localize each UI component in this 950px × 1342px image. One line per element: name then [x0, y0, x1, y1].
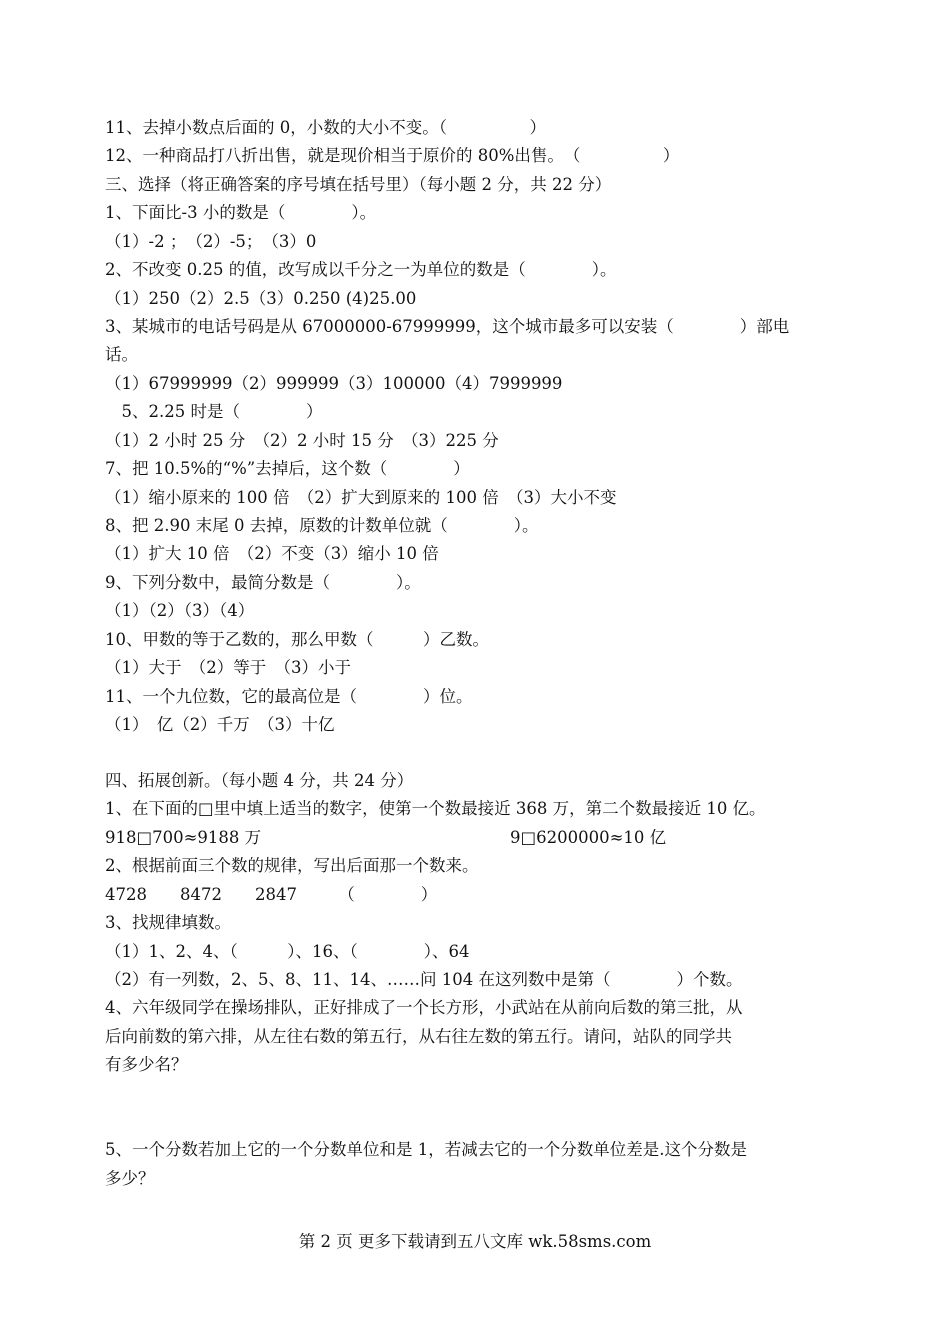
choice-question-11: 11、一个九位数，它的最高位是（ ）位。 [105, 687, 473, 706]
extend-q3-part-1: （1）1、2、4、（ ）、16、（ ）、64 [105, 942, 470, 961]
extend-question-5: 5、一个分数若加上它的一个分数单位和是 1，若减去它的一个分数单位差是.这个分数是 [105, 1140, 747, 1159]
extend-q3-part-2: （2）有一列数，2、5、8、11、14、……问 104 在这列数中是第（ ）个数。 [105, 970, 743, 989]
choice-question-5: 5、2.25 时是（ ） [105, 402, 323, 421]
extend-question-5-end: 多少？ [105, 1169, 155, 1188]
extend-question-4: 4、六年级同学在操场排队，正好排成了一个长方形，小武站在从前向后数的第三批，从 [105, 998, 743, 1017]
choice-question-1: 1、下面比-3 小的数是（ ）。 [105, 203, 377, 222]
extend-question-1: 1、在下面的□里中填上适当的数字，使第一个数最接近 368 万，第二个数最接近 10 亿。 [105, 799, 766, 818]
judge-item-11: 11、去掉小数点后面的 0，小数的大小不变。（ ） [105, 118, 546, 137]
extend-question-2: 2、根据前面三个数的规律，写出后面那一个数来。 [105, 856, 479, 875]
choice-options-8: （1）扩大 10 倍 （2）不变（3）缩小 10 倍 [105, 544, 439, 563]
choice-options-7: （1）缩小原来的 100 倍 （2）扩大到原来的 100 倍 （3）大小不变 [105, 488, 617, 507]
extend-q1-right: 9□6200000≈10 亿 [510, 828, 667, 847]
choice-question-3-cont: 话。 [105, 345, 138, 364]
extend-question-4-end: 有多少名？ [105, 1055, 188, 1074]
choice-options-10: （1）大于 （2）等于 （3）小于 [105, 658, 351, 677]
choice-options-11: （1） 亿（2）千万 （3）十亿 [105, 715, 335, 734]
choice-question-7: 7、把 10.5%的“%”去掉后，这个数（ ） [105, 459, 470, 478]
choice-options-1: （1）-2 ； （2）-5； （3）0 [105, 232, 317, 251]
choice-question-9: 9、下列分数中，最简分数是（ ）。 [105, 573, 421, 592]
choice-question-10: 10、甲数的等于乙数的，那么甲数（ ）乙数。 [105, 630, 489, 649]
choice-question-8: 8、把 2.90 末尾 0 去掉，原数的计数单位就（ ）。 [105, 516, 539, 535]
extend-question-3: 3、找规律填数。 [105, 913, 231, 932]
choice-options-2: （1）250（2）2.5（3）0.250 (4)25.00 [105, 289, 417, 308]
choice-question-2: 2、不改变 0.25 的值，改写成以千分之一为单位的数是（ ）。 [105, 260, 617, 279]
choice-question-3: 3、某城市的电话号码是从 67000000-67999999，这个城市最多可以安装（ ）部电 [105, 317, 790, 336]
page-footer: 第 2 页 更多下载请到五八文库 wk.58sms.com [298, 1232, 652, 1251]
section-3-heading: 三、选择（将正确答案的序号填在括号里）（每小题 2 分，共 22 分） [105, 175, 612, 194]
choice-options-5: （1）2 小时 25 分 （2）2 小时 15 分 （3）225 分 [105, 431, 499, 450]
judge-item-12: 12、一种商品打八折出售，就是现价相当于原价的 80%出售。 （ ） [105, 146, 680, 165]
choice-options-9: （1）（2）（3）（4） [105, 601, 255, 620]
choice-options-3: （1）67999999（2）999999（3）100000（4）7999999 [105, 374, 563, 393]
extend-q2-sequence: 4728 8472 2847 （ ） [105, 885, 438, 904]
extend-q1-left: 918□700≈9188 万 [105, 828, 262, 847]
extend-question-4-cont: 后向前数的第六排，从左往右数的第五行，从右往左数的第五行。请问，站队的同学共 [105, 1027, 732, 1046]
section-4-heading: 四、拓展创新。（每小题 4 分，共 24 分） [105, 771, 414, 790]
